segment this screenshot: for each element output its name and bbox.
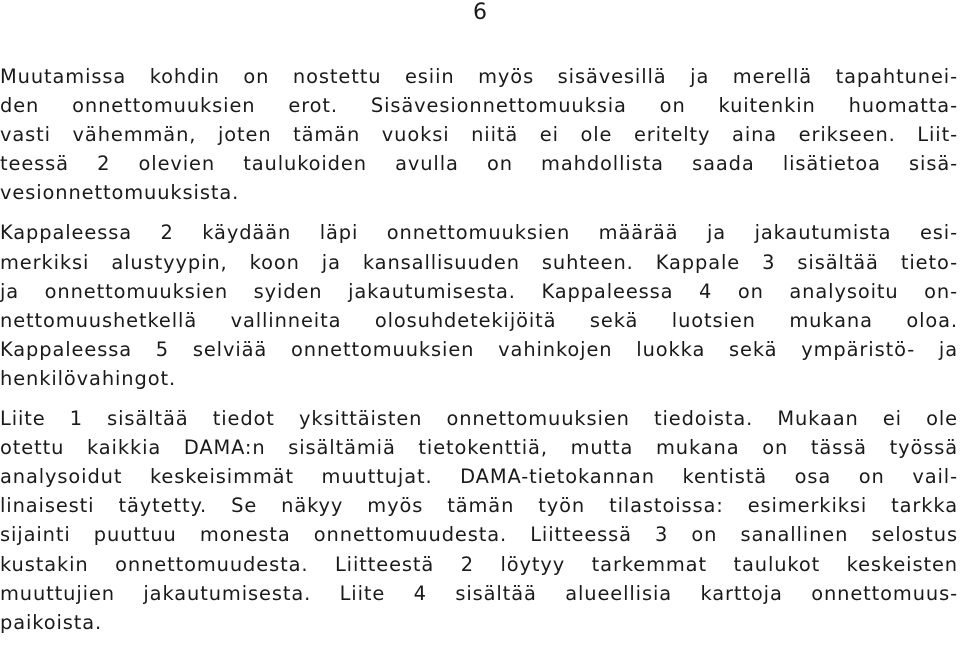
text-line: Kappaleessa 2 käydään läpi onnettomuuksien määrää ja jakautumista esi- (0, 221, 958, 245)
page-number: 6 (473, 0, 487, 25)
paragraph-chapters (0, 218, 958, 393)
text-line: Muutamissa kohdin on nostettu esiin myös sisävesillä ja merellä tapahtunei- (0, 65, 958, 88)
text-line: linaisesti täytetty. Se näkyy myös tämän työn tilastoissa: esimerkiksi tarkka (0, 494, 958, 518)
paragraph-appendices (0, 404, 958, 637)
text-line: analysoidut keskeisimmät muuttujat. DAMA-tietokannan kentistä osa on vail- (0, 465, 958, 489)
text-line: ja onnettomuuksien syiden jakautumisesta. Kappaleessa 4 on analysoitu on- (0, 279, 958, 303)
text-line: otettu kaikkia DAMA:n sisältämiä tietokenttiä, mutta mukana on tässä työssä (0, 436, 958, 460)
text-line: vesionnettomuuksista. (0, 181, 240, 205)
text-line: sijainti puuttuu monesta onnettomuudesta. Liitteessä 3 on sanallinen selostus (0, 523, 958, 547)
text-line: nettomuushetkellä vallinneita olosuhdetekijöitä sekä luotsien mukana oloa. (0, 308, 958, 332)
text-line: vasti vähemmän, joten tämän vuoksi niitä ei ole eritelty aina erikseen. Liit- (0, 123, 958, 147)
text-line: Liite 1 sisältää tiedot yksittäisten onnettomuuksien tiedoista. Mukaan ei ole (0, 407, 958, 431)
text-line: den onnettomuuksien erot. Sisävesionnettomuuksia on kuitenkin huomatta- (0, 94, 958, 118)
text-line: henkilövahingot. (0, 366, 177, 390)
document-body (0, 62, 958, 637)
text-line: teessä 2 olevien taulukoiden avulla on mahdollista saada lisätietoa sisä- (0, 152, 958, 176)
text-line: muuttujien jakautumisesta. Liite 4 sisältää alueellisia karttoja onnettomuus- (0, 581, 958, 605)
text-line: merkiksi alustyypin, koon ja kansallisuuden suhteen. Kappale 3 sisältää tieto- (0, 250, 958, 274)
paragraph-intro (0, 62, 958, 207)
text-line: Kappaleessa 5 selviää onnettomuuksien vahinkojen luokka sekä ympäristö- ja (0, 337, 958, 361)
text-line: paikoista. (0, 610, 103, 634)
text-line: kustakin onnettomuudesta. Liitteestä 2 löytyy tarkemmat taulukot keskeisten (0, 552, 958, 576)
